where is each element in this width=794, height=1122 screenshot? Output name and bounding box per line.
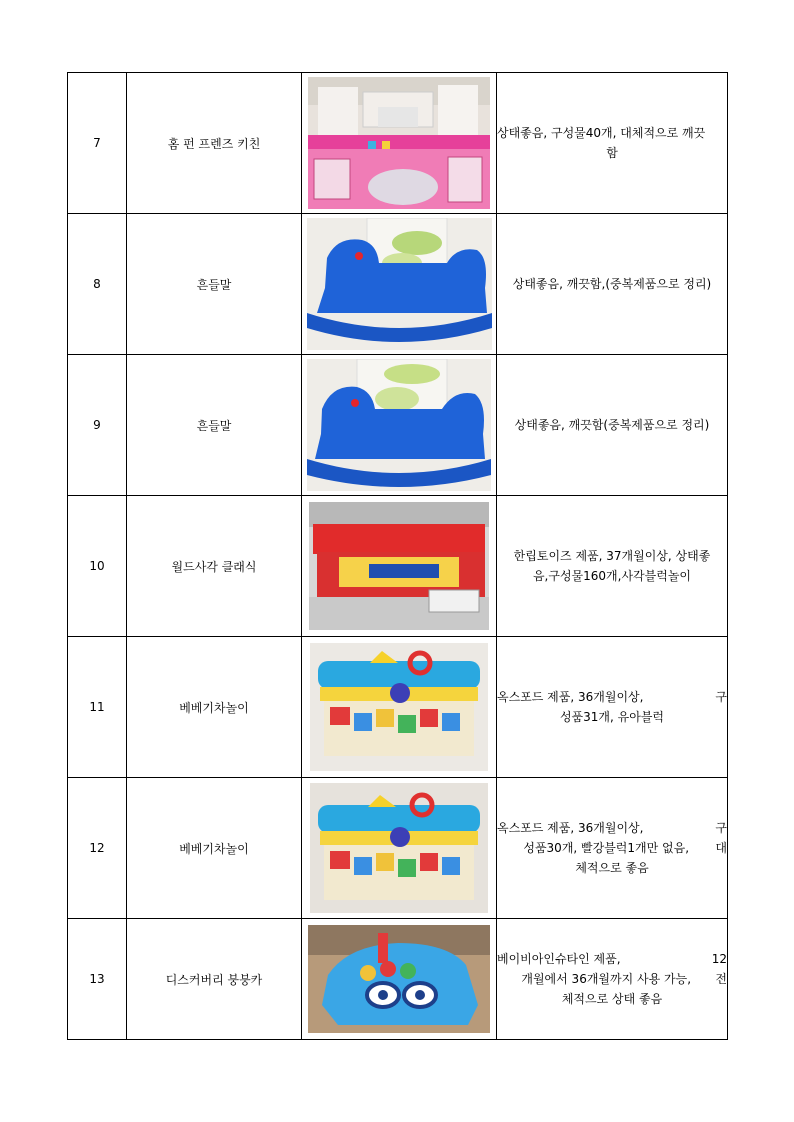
item-name: 흔들말 bbox=[127, 214, 302, 355]
table-row bbox=[68, 919, 728, 1040]
table-row bbox=[68, 355, 728, 496]
description-line: 대 bbox=[715, 841, 727, 855]
table-row bbox=[68, 73, 728, 214]
item-name: 흔들말 bbox=[127, 355, 302, 496]
description-line: 체적으로 좋음 bbox=[575, 861, 649, 875]
item-number: 11 bbox=[68, 637, 127, 778]
description-line: 전 bbox=[715, 972, 727, 986]
description-line: 옥스포드 제품, 36개월이상, bbox=[497, 690, 644, 704]
item-name: 월드사각 클래식 bbox=[127, 496, 302, 637]
red-block-box-photo bbox=[309, 502, 489, 630]
table-row bbox=[68, 637, 728, 778]
description-line: 상태좋음, 깨끗함,(중복제품으로 정리) bbox=[512, 277, 712, 291]
description-line: 옥스포드 제품, 36개월이상, bbox=[497, 821, 644, 835]
description-line: 구 bbox=[715, 690, 727, 704]
item-description bbox=[497, 687, 727, 727]
item-name: 베베기차놀이 bbox=[127, 637, 302, 778]
description-line: 베이비아인슈타인 제품, bbox=[497, 952, 621, 966]
item-name: 베베기차놀이 bbox=[127, 778, 302, 919]
item-number: 12 bbox=[68, 778, 127, 919]
pink-toy-kitchen-photo bbox=[308, 77, 490, 209]
description-line: 개월에서 36개월까지 사용 가능, bbox=[521, 972, 692, 986]
description-line: 성품31개, 유아블럭 bbox=[559, 710, 665, 724]
inventory-table bbox=[67, 72, 728, 1040]
description-line: 음,구성물160개,사각블럭놀이 bbox=[532, 569, 692, 583]
item-number: 7 bbox=[68, 73, 127, 214]
table-row bbox=[68, 778, 728, 919]
description-line: 체적으로 상태 좋음 bbox=[561, 992, 663, 1006]
train-block-box-photo bbox=[310, 643, 488, 771]
blue-rocking-horse-photo bbox=[307, 359, 491, 491]
item-name: 디스커버리 붕붕카 bbox=[127, 919, 302, 1040]
item-description bbox=[497, 123, 727, 163]
description-line: 12 bbox=[711, 952, 727, 966]
description-line: 상태좋음, 구성물40개, 대체적으로 깨끗 bbox=[497, 126, 706, 140]
description-line: 성품30개, 빨강블럭1개만 없음, bbox=[523, 841, 690, 855]
item-number: 10 bbox=[68, 496, 127, 637]
train-block-box-photo bbox=[310, 783, 488, 913]
item-number: 8 bbox=[68, 214, 127, 355]
table-row bbox=[68, 496, 728, 637]
description-line: 함 bbox=[606, 146, 618, 160]
blue-ride-on-car-photo bbox=[308, 925, 490, 1033]
item-name: 홈 펀 프렌즈 키친 bbox=[127, 73, 302, 214]
blue-rocking-horse-photo bbox=[307, 218, 492, 350]
item-number: 13 bbox=[68, 919, 127, 1040]
item-description bbox=[497, 415, 727, 435]
item-description bbox=[497, 818, 727, 878]
item-description bbox=[497, 949, 727, 1009]
description-line: 한립토이즈 제품, 37개월이상, 상태좋 bbox=[513, 549, 711, 563]
description-line: 구 bbox=[715, 821, 727, 835]
table-row bbox=[68, 214, 728, 355]
item-number: 9 bbox=[68, 355, 127, 496]
item-description bbox=[497, 546, 727, 586]
item-description bbox=[497, 274, 727, 294]
description-line: 상태좋음, 깨끗함(중복제품으로 정리) bbox=[514, 418, 710, 432]
